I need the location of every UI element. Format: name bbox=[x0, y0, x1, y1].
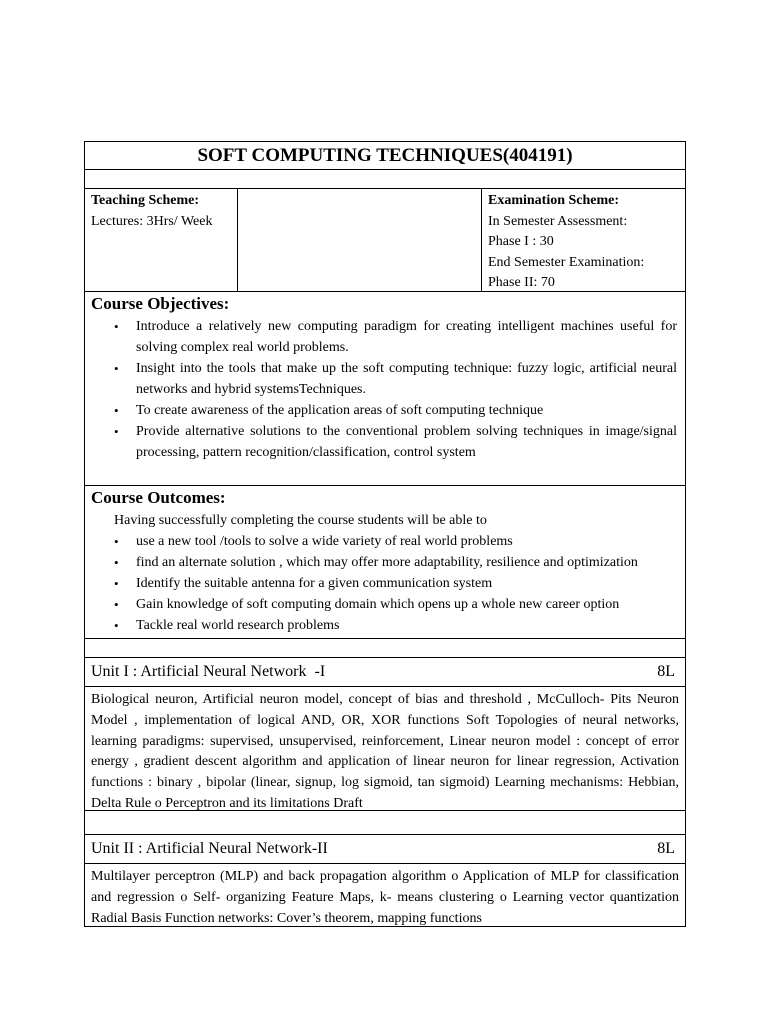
examination-scheme-line: Phase I : 30 bbox=[488, 234, 554, 249]
unit-2-body: Multilayer perceptron (MLP) and back propagation algorithm o Application of MLP for classification and regression o Self- organizing Feature Maps, k- means clustering o Learning vector quantization Radial Basis Function networks: Cover’s theorem, mapping functions bbox=[85, 863, 685, 927]
course-title: SOFT COMPUTING TECHNIQUES(404191) bbox=[85, 141, 685, 169]
unit-1-header bbox=[85, 657, 685, 686]
unit-2-header bbox=[85, 834, 685, 863]
course-outcomes-heading: Course Outcomes: bbox=[91, 488, 226, 507]
list-item: • Gain knowledge of soft computing domain which opens up a whole new career option bbox=[114, 594, 677, 615]
examination-scheme-line: End Semester Examination: bbox=[488, 254, 645, 270]
teaching-scheme-heading: Teaching Scheme: bbox=[91, 193, 199, 208]
list-item: • To create awareness of the application areas of soft computing technique bbox=[114, 400, 677, 421]
scheme-empty-cell bbox=[238, 189, 482, 291]
course-outcomes-section bbox=[85, 485, 685, 638]
bullet-icon: • bbox=[114, 534, 119, 549]
examination-scheme-cell bbox=[482, 189, 685, 291]
bullet-icon: • bbox=[114, 597, 119, 612]
examination-scheme-line: In Semester Assessment: bbox=[488, 213, 628, 229]
spacer-row bbox=[85, 638, 685, 657]
teaching-scheme-line: Lectures: 3Hrs/ Week bbox=[91, 213, 213, 229]
bullet-icon: • bbox=[114, 403, 119, 418]
bullet-icon: • bbox=[114, 319, 119, 334]
examination-scheme-heading: Examination Scheme: bbox=[488, 193, 620, 208]
course-outcomes-list bbox=[91, 531, 677, 636]
bullet-icon: • bbox=[114, 424, 119, 439]
list-item: • find an alternate solution , which may offer more adaptability, resilience and optimization bbox=[114, 552, 677, 573]
course-objectives-list bbox=[91, 316, 677, 463]
unit-2-title: Unit II : Artificial Neural Network-II bbox=[91, 840, 328, 857]
list-item: • Identify the suitable antenna for a given communication system bbox=[114, 573, 677, 594]
bullet-icon: • bbox=[114, 361, 119, 376]
teaching-scheme-cell bbox=[85, 189, 238, 291]
list-item: • Tackle real world research problems bbox=[114, 615, 677, 636]
bullet-icon: • bbox=[114, 576, 119, 591]
bullet-icon: • bbox=[114, 618, 119, 633]
list-item: • Introduce a relatively new computing paradigm for creating intelligent machines useful for solving complex real world problems. bbox=[114, 316, 677, 358]
spacer-row bbox=[85, 169, 685, 188]
course-objectives-heading: Course Objectives: bbox=[91, 294, 230, 313]
bullet-icon: • bbox=[114, 555, 119, 570]
list-item: • use a new tool /tools to solve a wide variety of real world problems bbox=[114, 531, 677, 552]
course-outcomes-intro: Having successfully completing the course students will be able to bbox=[114, 513, 487, 528]
unit-1-title: Unit I : Artificial Neural Network -I bbox=[91, 663, 326, 680]
list-item: • Insight into the tools that make up the soft computing technique: fuzzy logic, artificial neural networks and hybrid systemsTechniques. bbox=[114, 358, 677, 400]
unit-1-hours: 8L bbox=[657, 663, 675, 680]
examination-scheme-line: Phase II: 70 bbox=[488, 275, 555, 290]
list-item: • Provide alternative solutions to the conventional problem solving techniques in image/signal processing, pattern recognition/classification, control system bbox=[114, 421, 677, 463]
unit-2-hours: 8L bbox=[657, 840, 675, 857]
unit-1-body: Biological neuron, Artificial neuron model, concept of bias and threshold , McCulloch- Pits Neuron Model , implementation of logical AND, OR, XOR functions Soft Topologies of neural networks, learning paradigms: supervised, unsupervised, reinforcement, Linear neuron model : concept of error energy , gradient descent algorithm and application of linear neuron for linear regression, Activation functions : binary , bipolar (linear, signup, log sigmoid, tan sigmoid) Learning mechanisms: Hebbian, Delta Rule o Perceptron and its limitations Draft bbox=[85, 686, 685, 810]
course-objectives-section bbox=[85, 291, 685, 485]
syllabus-table bbox=[84, 141, 686, 927]
scheme-row bbox=[85, 188, 685, 291]
